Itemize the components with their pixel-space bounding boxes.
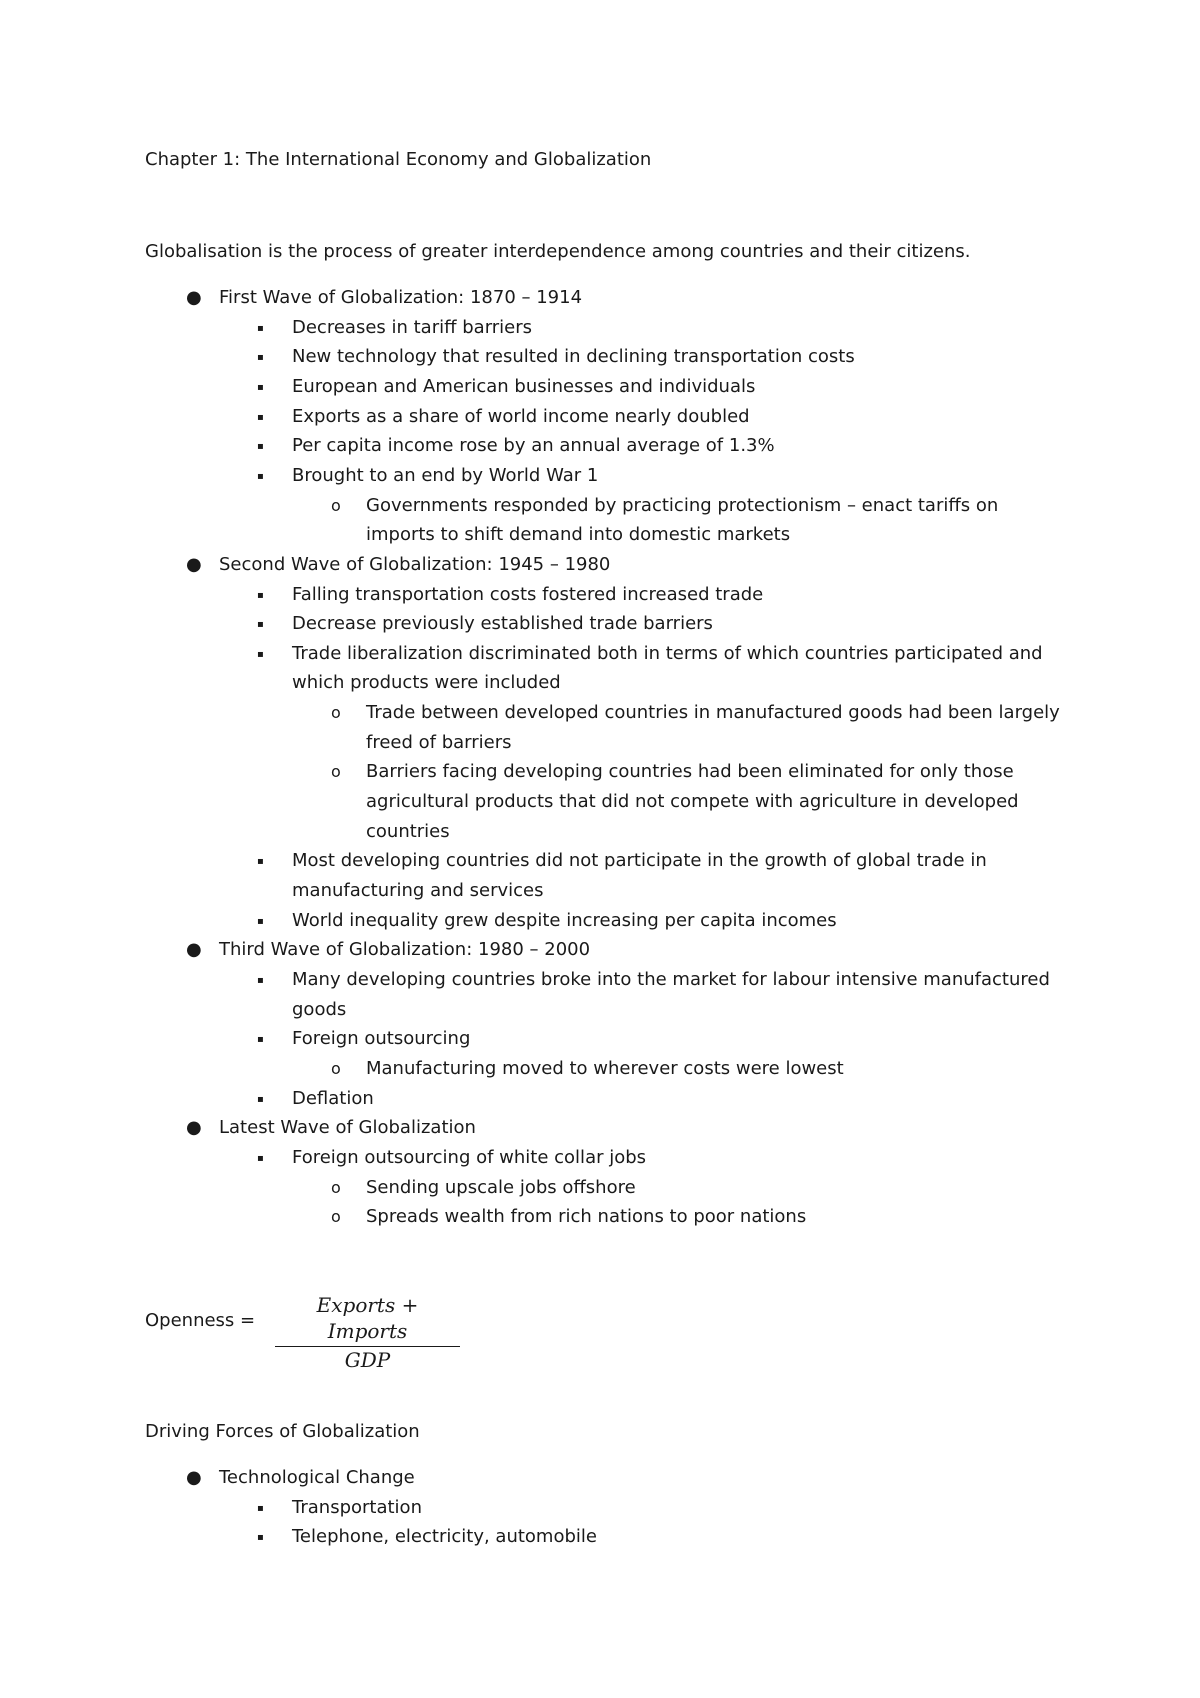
list-item: Spreads wealth from rich nations to poor nations (366, 1206, 807, 1228)
bullet-dot-icon: ● (186, 1117, 202, 1139)
bullet-square-icon: ▪ (257, 1093, 264, 1105)
list-item: Governments responded by practicing protectionism – enact tariffs on (366, 494, 999, 516)
list-item: Deflation (292, 1087, 374, 1109)
bullet-square-icon: ▪ (257, 1502, 264, 1514)
bullet-dot-icon: ● (186, 553, 202, 575)
list-item-continuation: manufacturing and services (292, 880, 544, 901)
bullet-square-icon: ▪ (257, 441, 264, 453)
list-item: Decrease previously established trade barriers (292, 613, 713, 635)
list-item: European and American businesses and individuals (292, 375, 756, 397)
list-item: Exports as a share of world income nearly doubled (292, 405, 750, 427)
chapter-title: Chapter 1: The International Economy and Globalization (145, 149, 652, 170)
bullet-circle-icon: o (331, 1177, 341, 1197)
list-item: Most developing countries did not participate in the growth of global trade in (292, 850, 987, 872)
list-item: Barriers facing developing countries had been eliminated for only those (366, 761, 1014, 783)
list-item: Sending upscale jobs offshore (366, 1176, 636, 1198)
bullet-circle-icon: o (331, 1207, 341, 1227)
list-item: Manufacturing moved to wherever costs were lowest (366, 1057, 844, 1079)
bullet-circle-icon: o (331, 703, 341, 723)
bullet-square-icon: ▪ (257, 1532, 264, 1543)
list-item: Telephone, electricity, automobile (292, 1526, 597, 1547)
list-item: Per capita income rose by an annual average of 1.3% (292, 435, 775, 457)
bullet-circle-icon: o (331, 495, 341, 515)
list-item-continuation: goods (292, 998, 347, 1020)
list-item-continuation: which products were included (292, 672, 561, 694)
list-item: Foreign outsourcing of white collar jobs (292, 1146, 647, 1168)
bullet-square-icon: ▪ (257, 856, 264, 868)
formula-denominator: GDP (344, 1348, 391, 1372)
list-item: New technology that resulted in declining transportation costs (292, 346, 855, 368)
list-item: Foreign outsourcing (292, 1028, 471, 1050)
list-item: Technological Change (219, 1467, 415, 1488)
bullet-square-icon: ▪ (257, 1034, 264, 1046)
bullet-square-icon: ▪ (257, 648, 264, 660)
bullet-square-icon: ▪ (257, 619, 264, 631)
list-item: Third Wave of Globalization: 1980 – 2000 (219, 939, 591, 961)
definition-text: Globalisation is the process of greater interdependence among countries and their citizens. (145, 241, 971, 262)
bullet-dot-icon: ● (186, 1467, 202, 1488)
list-item: Decreases in tariff barriers (292, 316, 533, 338)
list-item: Second Wave of Globalization: 1945 – 1980 (219, 553, 611, 575)
list-item: Falling transportation costs fostered increased trade (292, 583, 764, 605)
formula-label: Openness = (145, 1310, 256, 1331)
bullet-square-icon: ▪ (257, 322, 264, 334)
formula-numerator: Exports + Imports (316, 1293, 419, 1343)
list-item-continuation: agricultural products that did not compete with agriculture in developed (366, 791, 1019, 813)
list-item: World inequality grew despite increasing per capita incomes (292, 909, 837, 931)
list-item: Transportation (292, 1496, 422, 1518)
bullet-dot-icon: ● (186, 287, 202, 308)
bullet-square-icon: ▪ (257, 352, 264, 364)
driving-forces-heading: Driving Forces of Globalization (145, 1421, 420, 1442)
list-item: Trade liberalization discriminated both in terms of which countries participated and (292, 642, 1043, 664)
formula-fraction (275, 1292, 460, 1373)
list-item: Brought to an end by World War 1 (292, 464, 599, 486)
list-item-continuation: imports to shift demand into domestic markets (366, 524, 791, 546)
list-item: First Wave of Globalization: 1870 – 1914 (219, 287, 583, 308)
bullet-square-icon: ▪ (257, 589, 264, 601)
bullet-square-icon: ▪ (257, 1152, 264, 1164)
bullet-square-icon: ▪ (257, 381, 264, 393)
bullet-square-icon: ▪ (257, 915, 264, 927)
bullet-circle-icon: o (331, 762, 341, 782)
list-item-continuation: freed of barriers (366, 731, 512, 753)
bullet-square-icon: ▪ (257, 974, 264, 986)
list-item: Many developing countries broke into the market for labour intensive manufactured (292, 968, 1050, 990)
list-item: Trade between developed countries in manufactured goods had been largely (366, 702, 1060, 724)
bullet-square-icon: ▪ (257, 411, 264, 423)
list-item-continuation: countries (366, 820, 450, 842)
bullet-dot-icon: ● (186, 939, 202, 961)
bullet-square-icon: ▪ (257, 470, 264, 482)
list-item: Latest Wave of Globalization (219, 1117, 476, 1139)
bullet-circle-icon: o (331, 1058, 341, 1078)
